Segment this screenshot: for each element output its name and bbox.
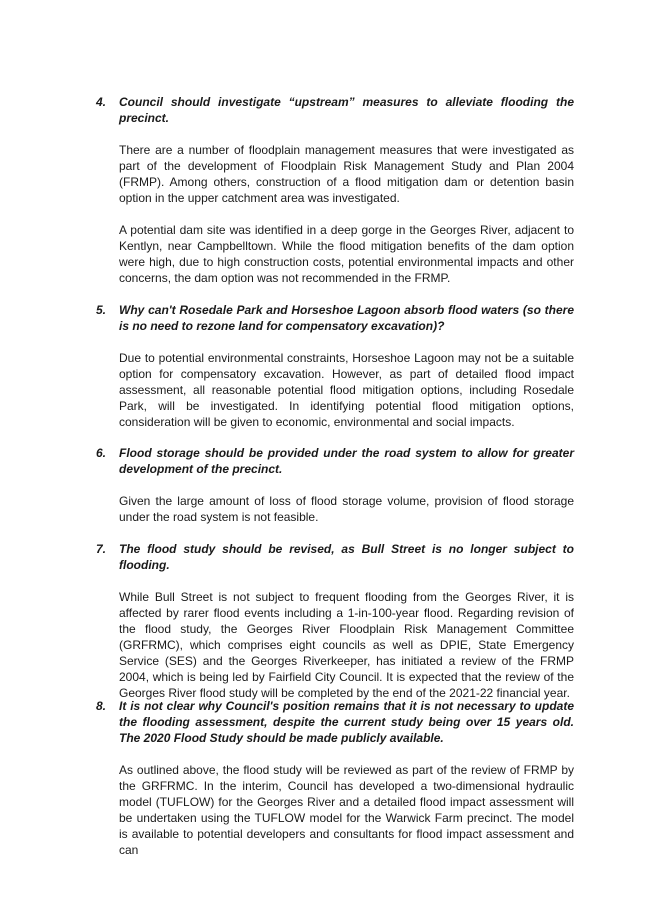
question	[96, 541, 574, 573]
faq-item-4	[96, 94, 574, 286]
faq-item-7	[96, 541, 574, 701]
item-number: 6.	[96, 446, 107, 460]
question	[96, 302, 574, 334]
faq-item-5	[96, 302, 574, 430]
question	[96, 94, 574, 126]
faq-item-8	[96, 698, 574, 858]
answer-paragraph: Due to potential environmental constraints, Horseshoe Lagoon may not be a suitable option for compensatory excavation. However, as part of detailed flood impact assessment, all reasonable potential flood mitigation options, including Rosedale Park, will be investigated. In identifying potential flood mitigation options, consideration will be given to economic, environmental and social impacts.	[119, 351, 574, 429]
answer-paragraph: Given the large amount of loss of flood storage volume, provision of flood storage under the road system is not feasible.	[119, 494, 574, 524]
answer-paragraph: While Bull Street is not subject to frequent flooding from the Georges River, it is affected by rarer flood events including a 1-in-100-year flood. Regarding revision of the flood study, the Georges River Floodplain Risk Management Committee (GRFRMC), which comprises eight councils as well as DPIE, State Emergency Service (SES) and the Georges Riverkeeper, has initiated a review of the FRMP 2004, which is being led by Fairfield City Council. It is expected that the review of the Georges River flood study will be completed by the end of the 2021-22 financial year.	[119, 590, 574, 700]
question-text: It is not clear why Council's position remains that it is not necessary to update the flooding assessment, despite the current study being over 15 years old. The 2020 Flood Study should be made publicly available.	[119, 699, 574, 745]
question-text: Why can't Rosedale Park and Horseshoe Lagoon absorb flood waters (so there is no need to rezone land for compensatory excavation)?	[119, 303, 574, 333]
answer-paragraph: A potential dam site was identified in a deep gorge in the Georges River, adjacent to Kentlyn, near Campbelltown. While the flood mitigation benefits of the dam option were high, due to high construction costs, potential environmental impacts and other concerns, the dam option was not recommended in the FRMP.	[119, 223, 574, 285]
item-number: 5.	[96, 303, 107, 317]
question	[96, 445, 574, 477]
answer-paragraph: As outlined above, the flood study will be reviewed as part of the review of FRMP by the GRFRMC. In the interim, Council has developed a two-dimensional hydraulic model (TUFLOW) for the Georges River and a detailed flood impact assessment will be undertaken using the TUFLOW model for the Warwick Farm precinct. The model is available to potential developers and consultants for flood impact assessment and can	[119, 763, 574, 857]
question-text: Flood storage should be provided under the road system to allow for greater development of the precinct.	[119, 446, 574, 476]
question-text: Council should investigate “upstream” measures to alleviate flooding the precinct.	[119, 95, 574, 125]
faq-item-6	[96, 445, 574, 525]
item-number: 7.	[96, 542, 107, 556]
question-text: The flood study should be revised, as Bull Street is no longer subject to flooding.	[119, 542, 574, 572]
question	[96, 698, 574, 746]
item-number: 8.	[96, 699, 107, 713]
item-number: 4.	[96, 95, 107, 109]
answer-paragraph: There are a number of floodplain management measures that were investigated as part of the development of Floodplain Risk Management Study and Plan 2004 (FRMP). Among others, construction of a flood mitigation dam or detention basin option in the upper catchment area was investigated.	[119, 143, 574, 205]
